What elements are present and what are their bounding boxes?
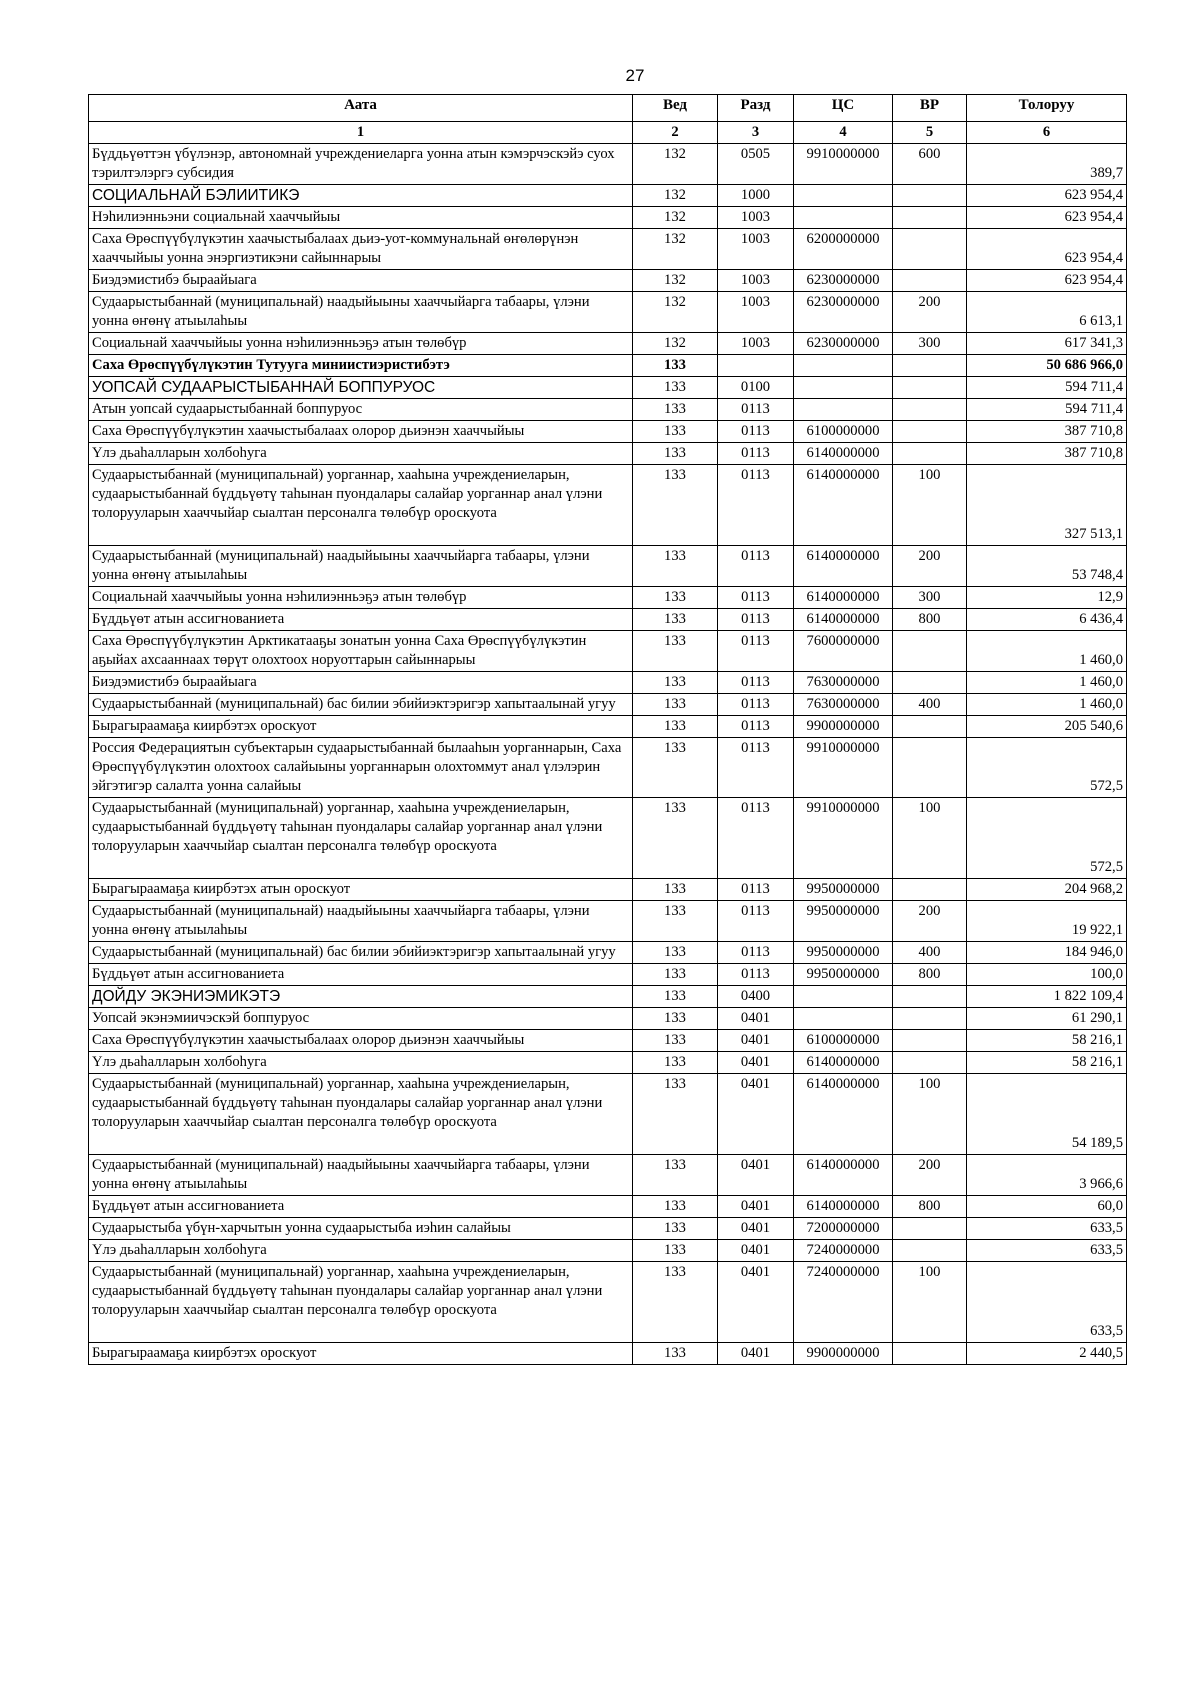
row-ved: 133 — [633, 798, 718, 879]
row-razd: 0113 — [718, 694, 794, 716]
table-row — [89, 465, 1127, 546]
table-row — [89, 879, 1127, 901]
row-ved: 133 — [633, 1155, 718, 1196]
row-sum: 633,5 — [967, 1218, 1127, 1240]
row-vr — [893, 631, 967, 672]
row-vr: 100 — [893, 1074, 967, 1155]
row-cs — [794, 185, 893, 207]
row-razd: 0113 — [718, 631, 794, 672]
table-row — [89, 964, 1127, 986]
row-cs: 6140000000 — [794, 465, 893, 546]
row-ved: 133 — [633, 421, 718, 443]
row-name: Үлэ дьаһалларын холбоһуга — [89, 443, 633, 465]
table-row — [89, 694, 1127, 716]
row-cs: 9900000000 — [794, 716, 893, 738]
table-row — [89, 185, 1127, 207]
row-ved: 133 — [633, 942, 718, 964]
row-sum: 3 966,6 — [967, 1155, 1127, 1196]
row-vr — [893, 1218, 967, 1240]
row-razd — [718, 355, 794, 377]
row-ved: 133 — [633, 1240, 718, 1262]
row-ved: 133 — [633, 399, 718, 421]
table-row — [89, 292, 1127, 333]
row-sum: 19 922,1 — [967, 901, 1127, 942]
row-name: Саха Өрөспүүбүлүкэтин хаачыстыбалаах дьиэ-уот-коммунальнай өҥөлөрүнэн хааччыйыы уонна энэргиэтикэни сайыннарыы — [89, 229, 633, 270]
row-name: Саха Өрөспүүбүлүкэтин Арктикатааҕы зонатын уонна Саха Өрөспүүбүлүкэтин аҕыйах ахсааннаах төрүт олохтоох норуоттарын сайыннарыы — [89, 631, 633, 672]
row-sum: 389,7 — [967, 144, 1127, 185]
row-name: Бырагыраамаҕа киирбэтэх ороскуот — [89, 1343, 633, 1365]
row-name: Үлэ дьаһалларын холбоһуга — [89, 1052, 633, 1074]
header-razd: Разд — [718, 95, 794, 122]
row-sum: 184 946,0 — [967, 942, 1127, 964]
row-sum: 594 711,4 — [967, 377, 1127, 399]
row-ved: 133 — [633, 1262, 718, 1343]
row-sum: 633,5 — [967, 1262, 1127, 1343]
table-row — [89, 355, 1127, 377]
header-ved: Вед — [633, 95, 718, 122]
row-vr: 800 — [893, 609, 967, 631]
row-razd: 0401 — [718, 1052, 794, 1074]
table-row — [89, 738, 1127, 798]
row-sum: 594 711,4 — [967, 399, 1127, 421]
column-number: 5 — [893, 122, 967, 144]
row-name: Саха Өрөспүүбүлүкэтин хаачыстыбалаах олорор дьиэнэн хааччыйыы — [89, 1030, 633, 1052]
row-razd: 0401 — [718, 1074, 794, 1155]
row-ved: 133 — [633, 694, 718, 716]
table-row — [89, 798, 1127, 879]
row-vr: 100 — [893, 798, 967, 879]
row-name: Бүддьүөт атын ассигнованиета — [89, 609, 633, 631]
table-row — [89, 333, 1127, 355]
row-name: Бырагыраамаҕа киирбэтэх ороскуот — [89, 716, 633, 738]
row-ved: 133 — [633, 1196, 718, 1218]
row-ved: 133 — [633, 546, 718, 587]
row-vr: 200 — [893, 1155, 967, 1196]
table-row — [89, 609, 1127, 631]
row-ved: 132 — [633, 292, 718, 333]
row-sum: 205 540,6 — [967, 716, 1127, 738]
table-body — [89, 144, 1127, 1365]
row-name: Атын уопсай судаарыстыбаннай боппуруос — [89, 399, 633, 421]
row-razd: 0113 — [718, 672, 794, 694]
row-vr — [893, 399, 967, 421]
row-sum: 61 290,1 — [967, 1008, 1127, 1030]
table-row — [89, 631, 1127, 672]
row-razd: 0113 — [718, 942, 794, 964]
table-row — [89, 270, 1127, 292]
row-cs: 6140000000 — [794, 1196, 893, 1218]
row-vr — [893, 716, 967, 738]
row-razd: 0113 — [718, 609, 794, 631]
row-vr — [893, 207, 967, 229]
row-name: Судаарыстыбаннай (муниципальнай) наадыйыыны хааччыйарга табаары, үлэни уонна өҥөнү атыылаһыы — [89, 901, 633, 942]
row-cs — [794, 207, 893, 229]
header-cs: ЦС — [794, 95, 893, 122]
row-razd: 1003 — [718, 207, 794, 229]
row-sum: 623 954,4 — [967, 229, 1127, 270]
column-number: 6 — [967, 122, 1127, 144]
header-vr: ВР — [893, 95, 967, 122]
row-sum: 54 189,5 — [967, 1074, 1127, 1155]
row-cs: 9900000000 — [794, 1343, 893, 1365]
row-razd: 0113 — [718, 879, 794, 901]
row-vr — [893, 1240, 967, 1262]
row-razd: 0113 — [718, 587, 794, 609]
row-cs: 6140000000 — [794, 1074, 893, 1155]
row-cs: 9950000000 — [794, 964, 893, 986]
row-vr: 200 — [893, 292, 967, 333]
row-name: Судаарыстыбаннай (муниципальнай) бас билии эбийиэктэригэр хапытаалынай угуу — [89, 942, 633, 964]
row-name: Социальнай хааччыйыы уонна нэһилиэнньэҕэ атын төлөбүр — [89, 333, 633, 355]
row-ved: 133 — [633, 631, 718, 672]
table-row — [89, 399, 1127, 421]
row-cs: 6230000000 — [794, 292, 893, 333]
row-cs: 6230000000 — [794, 270, 893, 292]
row-name: ДОЙДУ ЭКЭНИЭМИКЭТЭ — [89, 986, 633, 1008]
row-sum: 58 216,1 — [967, 1052, 1127, 1074]
table-row — [89, 942, 1127, 964]
row-vr — [893, 229, 967, 270]
row-razd: 0113 — [718, 443, 794, 465]
row-ved: 132 — [633, 333, 718, 355]
table-row — [89, 207, 1127, 229]
table-row — [89, 546, 1127, 587]
row-name: Биэдэмистибэ быраайыага — [89, 270, 633, 292]
row-ved: 133 — [633, 738, 718, 798]
row-name: Судаарыстыбаннай (муниципальнай) уорганнар, хааһына учреждениеларын, судаарыстыбаннай бүддьүөтү таһынан пуондалары салайар уорганнар анал үлэни толорууларын хааччыйар сыалтан персоналга төлөбүр ороскуота — [89, 1074, 633, 1155]
row-vr: 400 — [893, 942, 967, 964]
row-razd: 1003 — [718, 229, 794, 270]
table-row — [89, 443, 1127, 465]
row-cs: 7630000000 — [794, 694, 893, 716]
row-vr: 800 — [893, 1196, 967, 1218]
row-name: Биэдэмистибэ быраайыага — [89, 672, 633, 694]
row-sum: 1 460,0 — [967, 672, 1127, 694]
row-name: Судаарыстыбаннай (муниципальнай) уорганнар, хааһына учреждениеларын, судаарыстыбаннай бүддьүөтү таһынан пуондалары салайар уорганнар анал үлэни толорууларын хааччыйар сыалтан персоналга төлөбүр ороскуота — [89, 798, 633, 879]
row-vr — [893, 879, 967, 901]
row-name: Россия Федерациятын субъектарын судаарыстыбаннай былааһын уорганнарын, Саха Өрөспүүбүлүкэтин олохтоох салайыыны уорганнарын олохтоммут анал үлэлэрин эйгэтигэр салалта уонна салайыы — [89, 738, 633, 798]
row-name: Бүддьүөт атын ассигнованиета — [89, 964, 633, 986]
row-vr — [893, 421, 967, 443]
row-cs: 9950000000 — [794, 942, 893, 964]
row-sum: 6 436,4 — [967, 609, 1127, 631]
row-sum: 617 341,3 — [967, 333, 1127, 355]
row-ved: 133 — [633, 443, 718, 465]
row-name: Нэһилиэнньэни социальнай хааччыйыы — [89, 207, 633, 229]
row-vr — [893, 672, 967, 694]
row-razd: 1003 — [718, 270, 794, 292]
row-ved: 133 — [633, 901, 718, 942]
row-cs: 9950000000 — [794, 879, 893, 901]
row-razd: 0401 — [718, 1240, 794, 1262]
row-ved: 132 — [633, 144, 718, 185]
row-cs: 6140000000 — [794, 587, 893, 609]
row-cs: 6140000000 — [794, 546, 893, 587]
row-ved: 133 — [633, 355, 718, 377]
row-sum: 6 613,1 — [967, 292, 1127, 333]
row-cs: 6200000000 — [794, 229, 893, 270]
row-cs: 9910000000 — [794, 798, 893, 879]
row-vr: 200 — [893, 546, 967, 587]
row-vr: 100 — [893, 1262, 967, 1343]
table-row — [89, 1262, 1127, 1343]
row-cs: 6140000000 — [794, 609, 893, 631]
row-name: Судаарыстыбаннай (муниципальнай) уорганнар, хааһына учреждениеларын, судаарыстыбаннай бүддьүөтү таһынан пуондалары салайар уорганнар анал үлэни толорууларын хааччыйар сыалтан персоналга төлөбүр ороскуота — [89, 1262, 633, 1343]
row-sum: 50 686 966,0 — [967, 355, 1127, 377]
row-name: СОЦИАЛЬНАЙ БЭЛИИТИКЭ — [89, 185, 633, 207]
row-vr — [893, 1030, 967, 1052]
column-number-row — [89, 122, 1127, 144]
row-razd: 1003 — [718, 292, 794, 333]
row-name: Судаарыстыбаннай (муниципальнай) наадыйыыны хааччыйарга табаары, үлэни уонна өҥөнү атыылаһыы — [89, 292, 633, 333]
table-row — [89, 716, 1127, 738]
row-cs — [794, 986, 893, 1008]
row-razd: 0401 — [718, 1155, 794, 1196]
row-ved: 133 — [633, 1074, 718, 1155]
header-name: Аата — [89, 95, 633, 122]
row-ved: 133 — [633, 879, 718, 901]
row-ved: 132 — [633, 185, 718, 207]
table-row — [89, 229, 1127, 270]
row-sum: 633,5 — [967, 1240, 1127, 1262]
row-ved: 132 — [633, 229, 718, 270]
table-row — [89, 587, 1127, 609]
row-vr — [893, 443, 967, 465]
row-razd: 0113 — [718, 901, 794, 942]
row-cs: 9950000000 — [794, 901, 893, 942]
row-name: Судаарыстыбаннай (муниципальнай) уорганнар, хааһына учреждениеларын, судаарыстыбаннай бүддьүөтү таһынан пуондалары салайар уорганнар анал үлэни толорууларын хааччыйар сыалтан персоналга төлөбүр ороскуота — [89, 465, 633, 546]
row-sum: 100,0 — [967, 964, 1127, 986]
row-cs: 6100000000 — [794, 1030, 893, 1052]
row-cs: 9910000000 — [794, 144, 893, 185]
row-name: УОПСАЙ СУДААРЫСТЫБАННАЙ БОППУРУОС — [89, 377, 633, 399]
table-row — [89, 1343, 1127, 1365]
row-sum: 623 954,4 — [967, 270, 1127, 292]
row-razd: 0400 — [718, 986, 794, 1008]
row-sum: 327 513,1 — [967, 465, 1127, 546]
row-ved: 133 — [633, 1218, 718, 1240]
row-name: Саха Өрөспүүбүлүкэтин хаачыстыбалаах олорор дьиэнэн хааччыйыы — [89, 421, 633, 443]
row-razd: 0113 — [718, 421, 794, 443]
table-row — [89, 986, 1127, 1008]
row-razd: 0113 — [718, 964, 794, 986]
row-cs: 7200000000 — [794, 1218, 893, 1240]
row-cs: 6140000000 — [794, 1052, 893, 1074]
table-row — [89, 1196, 1127, 1218]
row-cs: 7240000000 — [794, 1240, 893, 1262]
table-row — [89, 1008, 1127, 1030]
table-row — [89, 1240, 1127, 1262]
row-razd: 0401 — [718, 1196, 794, 1218]
row-vr: 100 — [893, 465, 967, 546]
row-ved: 133 — [633, 986, 718, 1008]
row-vr — [893, 738, 967, 798]
row-sum: 12,9 — [967, 587, 1127, 609]
row-ved: 132 — [633, 207, 718, 229]
row-vr: 400 — [893, 694, 967, 716]
row-cs: 6140000000 — [794, 443, 893, 465]
row-ved: 133 — [633, 587, 718, 609]
column-number: 4 — [794, 122, 893, 144]
row-name: Бүддьүөттэн үбүлэнэр, автономнай учреждениеларга уонна атын кэмэрчэскэйэ суох тэрилтэлэргэ субсидия — [89, 144, 633, 185]
header-sum: Толоруу — [967, 95, 1127, 122]
row-name: Судаарыстыбаннай (муниципальнай) наадыйыыны хааччыйарга табаары, үлэни уонна өҥөнү атыылаһыы — [89, 546, 633, 587]
table-row — [89, 1074, 1127, 1155]
row-razd: 0401 — [718, 1218, 794, 1240]
row-ved: 133 — [633, 1343, 718, 1365]
row-cs: 7600000000 — [794, 631, 893, 672]
row-vr: 300 — [893, 333, 967, 355]
row-sum: 1 822 109,4 — [967, 986, 1127, 1008]
budget-table — [88, 94, 1127, 1365]
row-sum: 1 460,0 — [967, 631, 1127, 672]
row-razd: 0113 — [718, 546, 794, 587]
header-row — [89, 95, 1127, 122]
row-name: Үлэ дьаһалларын холбоһуга — [89, 1240, 633, 1262]
row-ved: 133 — [633, 716, 718, 738]
row-razd: 1000 — [718, 185, 794, 207]
page-number: 27 — [625, 66, 645, 85]
row-vr: 300 — [893, 587, 967, 609]
row-name: Бырагыраамаҕа киирбэтэх атын ороскуот — [89, 879, 633, 901]
row-vr — [893, 1343, 967, 1365]
row-name: Судаарыстыбаннай (муниципальнай) наадыйыыны хааччыйарга табаары, үлэни уонна өҥөнү атыылаһыы — [89, 1155, 633, 1196]
row-vr — [893, 270, 967, 292]
row-sum: 572,5 — [967, 798, 1127, 879]
row-cs — [794, 377, 893, 399]
table-row — [89, 672, 1127, 694]
row-ved: 133 — [633, 964, 718, 986]
table-row — [89, 144, 1127, 185]
table-row — [89, 1030, 1127, 1052]
row-vr — [893, 1052, 967, 1074]
row-razd: 0401 — [718, 1008, 794, 1030]
row-vr: 800 — [893, 964, 967, 986]
row-ved: 133 — [633, 1030, 718, 1052]
row-cs: 7240000000 — [794, 1262, 893, 1343]
row-razd: 0401 — [718, 1030, 794, 1052]
row-vr — [893, 355, 967, 377]
row-cs: 7630000000 — [794, 672, 893, 694]
row-ved: 133 — [633, 672, 718, 694]
row-razd: 0113 — [718, 399, 794, 421]
row-cs: 6100000000 — [794, 421, 893, 443]
row-vr — [893, 185, 967, 207]
row-cs — [794, 399, 893, 421]
row-sum: 204 968,2 — [967, 879, 1127, 901]
row-razd: 0113 — [718, 465, 794, 546]
row-name: Социальнай хааччыйыы уонна нэһилиэнньэҕэ атын төлөбүр — [89, 587, 633, 609]
row-sum: 53 748,4 — [967, 546, 1127, 587]
row-name: Судаарыстыбаннай (муниципальнай) бас билии эбийиэктэригэр хапытаалынай угуу — [89, 694, 633, 716]
table-row — [89, 1155, 1127, 1196]
column-number: 1 — [89, 122, 633, 144]
table-row — [89, 377, 1127, 399]
row-cs — [794, 355, 893, 377]
row-razd: 1003 — [718, 333, 794, 355]
row-cs: 6140000000 — [794, 1155, 893, 1196]
row-sum: 623 954,4 — [967, 207, 1127, 229]
row-name: Уопсай экэнэмиичэскэй боппуруос — [89, 1008, 633, 1030]
row-cs: 9910000000 — [794, 738, 893, 798]
row-ved: 133 — [633, 1052, 718, 1074]
row-vr: 600 — [893, 144, 967, 185]
table-row — [89, 421, 1127, 443]
row-sum: 1 460,0 — [967, 694, 1127, 716]
row-razd: 0100 — [718, 377, 794, 399]
table-row — [89, 901, 1127, 942]
row-name: Саха Өрөспүүбүлүкэтин Тутууга миниистиэристибэтэ — [89, 355, 633, 377]
row-razd: 0505 — [718, 144, 794, 185]
row-ved: 133 — [633, 1008, 718, 1030]
row-ved: 133 — [633, 609, 718, 631]
table-row — [89, 1052, 1127, 1074]
row-sum: 60,0 — [967, 1196, 1127, 1218]
row-sum: 387 710,8 — [967, 443, 1127, 465]
row-name: Бүддьүөт атын ассигнованиета — [89, 1196, 633, 1218]
row-sum: 58 216,1 — [967, 1030, 1127, 1052]
row-sum: 572,5 — [967, 738, 1127, 798]
row-sum: 623 954,4 — [967, 185, 1127, 207]
row-razd: 0401 — [718, 1262, 794, 1343]
row-razd: 0113 — [718, 738, 794, 798]
row-vr — [893, 986, 967, 1008]
row-razd: 0401 — [718, 1343, 794, 1365]
row-vr: 200 — [893, 901, 967, 942]
row-cs: 6230000000 — [794, 333, 893, 355]
row-name: Судаарыстыба үбүн-харчытын уонна судаарыстыба иэһин салайыы — [89, 1218, 633, 1240]
row-sum: 2 440,5 — [967, 1343, 1127, 1365]
column-number: 3 — [718, 122, 794, 144]
table-row — [89, 1218, 1127, 1240]
column-number: 2 — [633, 122, 718, 144]
row-vr — [893, 1008, 967, 1030]
row-vr — [893, 377, 967, 399]
row-ved: 133 — [633, 465, 718, 546]
row-razd: 0113 — [718, 798, 794, 879]
row-razd: 0113 — [718, 716, 794, 738]
row-sum: 387 710,8 — [967, 421, 1127, 443]
row-cs — [794, 1008, 893, 1030]
row-ved: 132 — [633, 270, 718, 292]
row-ved: 133 — [633, 377, 718, 399]
